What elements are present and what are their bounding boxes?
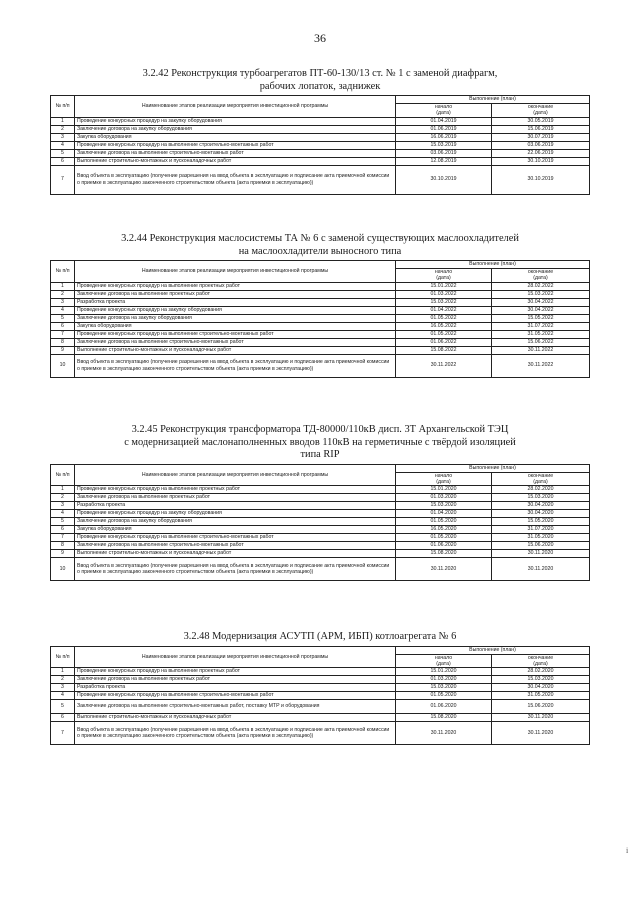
table-row [51, 133, 590, 141]
row-number: 9 [51, 346, 75, 354]
row-start-date: 15.08.2020 [396, 550, 492, 558]
header-start-date: начало (дата) [396, 269, 492, 283]
row-number: 2 [51, 290, 75, 298]
row-end-date: 15.05.2020 [492, 518, 590, 526]
row-number: 1 [51, 668, 75, 676]
row-end-date: 30.04.2022 [492, 306, 590, 314]
header-stage: Наименование этапов реализации мероприятия инвестиционной программы [75, 646, 396, 668]
row-stage: Проведение конкурсных процедур на выполнение строительно-монтажных работ [75, 692, 396, 700]
row-number: 7 [51, 165, 75, 194]
section-title-line: на маслоохладители выносного типа [238, 245, 402, 257]
header-start-date: начало (дата) [396, 472, 492, 486]
row-start-date: 01.05.2020 [396, 534, 492, 542]
table-row [51, 518, 590, 526]
row-stage: Закупка оборудования [75, 526, 396, 534]
row-end-date: 15.06.2020 [492, 542, 590, 550]
row-stage: Разработка проекта [75, 684, 396, 692]
row-stage: Проведение конкурсных процедур на выполнение проектных работ [75, 486, 396, 494]
row-start-date: 30.11.2022 [396, 354, 492, 377]
header-end-date: окончание (дата) [492, 269, 590, 283]
row-start-date: 01.04.2019 [396, 117, 492, 125]
row-stage: Заключение договора на выполнение строительно-монтажных работ, поставку МТР и оборудования [75, 700, 396, 714]
header-end-date: окончание (дата) [492, 654, 590, 668]
section-title [50, 631, 590, 644]
section-title-line: рабочих лопаток, заднижек [259, 80, 381, 92]
header-execution: Выполнение (план) [396, 96, 590, 104]
row-number: 7 [51, 534, 75, 542]
row-start-date: 01.03.2022 [396, 290, 492, 298]
table-row [51, 668, 590, 676]
row-start-date: 01.05.2020 [396, 692, 492, 700]
row-number: 2 [51, 125, 75, 133]
row-stage: Заключение договора на выполнение строительно-монтажных работ [75, 338, 396, 346]
row-stage: Выполнение строительно-монтажных и пусконаладочных работ [75, 714, 396, 722]
row-end-date: 31.05.2022 [492, 330, 590, 338]
row-end-date: 30.11.2022 [492, 354, 590, 377]
header-end-date: окончание (дата) [492, 472, 590, 486]
row-stage: Заключение договора на выполнение проектных работ [75, 676, 396, 684]
table-row [51, 290, 590, 298]
row-number: 4 [51, 306, 75, 314]
row-start-date: 01.05.2022 [396, 314, 492, 322]
row-start-date: 01.03.2020 [396, 494, 492, 502]
section-block [50, 68, 590, 195]
table-row [51, 494, 590, 502]
row-end-date: 30.04.2020 [492, 510, 590, 518]
header-end-date: окончание (дата) [492, 104, 590, 118]
row-stage: Закупка оборудования [75, 133, 396, 141]
row-number: 5 [51, 700, 75, 714]
section-title-line: 3.2.42 Реконструкция турбоагрегатов ПТ-60-130/13 ст. № 1 с заменой диафрагм, [142, 68, 498, 79]
row-number: 3 [51, 298, 75, 306]
row-end-date: 15.06.2022 [492, 338, 590, 346]
header-row [51, 261, 590, 269]
row-end-date: 15.06.2020 [492, 700, 590, 714]
row-stage: Проведение конкурсных процедур на выполнение строительно-монтажных работ [75, 330, 396, 338]
section-title [50, 424, 590, 462]
header-start-date: начало (дата) [396, 654, 492, 668]
row-start-date: 01.04.2022 [396, 306, 492, 314]
header-number: № п/п [51, 646, 75, 668]
row-start-date: 30.10.2019 [396, 165, 492, 194]
table-row [51, 700, 590, 714]
row-end-date: 15.05.2022 [492, 314, 590, 322]
row-number: 1 [51, 486, 75, 494]
schedule-table [50, 260, 590, 378]
schedule-table [50, 95, 590, 195]
section-title [50, 68, 590, 93]
row-end-date: 30.07.2019 [492, 133, 590, 141]
row-start-date: 03.06.2019 [396, 149, 492, 157]
row-end-date: 31.05.2020 [492, 692, 590, 700]
row-start-date: 16.06.2019 [396, 133, 492, 141]
row-number: 10 [51, 558, 75, 581]
table-row [51, 502, 590, 510]
row-stage: Заключение договора на выполнение строительно-монтажных работ [75, 149, 396, 157]
row-end-date: 28.02.2022 [492, 282, 590, 290]
row-number: 9 [51, 550, 75, 558]
section-title-line: 3.2.44 Реконструкция маслосистемы ТА № 6 с заменой существующих маслоохладителей [121, 233, 519, 244]
row-number: 5 [51, 149, 75, 157]
row-stage: Ввод объекта в эксплуатацию (получение разрешения на ввод объекта в эксплуатацию и подписание акта приемочной комиссии о приемке в эксплуатацию законченного строительством объекта (акта приемки в эксплуатацию)) [75, 354, 396, 377]
row-stage: Ввод объекта в эксплуатацию (получение разрешения на ввод объекта в эксплуатацию и подписание акта приемочной комиссии о приемке в эксплуатацию законченного строительством объекта (акта приемки в эксплуатацию)) [75, 558, 396, 581]
row-number: 6 [51, 714, 75, 722]
row-stage: Разработка проекта [75, 298, 396, 306]
row-number: 2 [51, 494, 75, 502]
row-start-date: 01.04.2020 [396, 510, 492, 518]
row-end-date: 30.11.2020 [492, 550, 590, 558]
header-execution: Выполнение (план) [396, 261, 590, 269]
row-number: 2 [51, 676, 75, 684]
table-row [51, 338, 590, 346]
row-end-date: 30.11.2020 [492, 558, 590, 581]
row-number: 4 [51, 141, 75, 149]
header-number: № п/п [51, 96, 75, 118]
row-stage: Выполнение строительно-монтажных и пусконаладочных работ [75, 346, 396, 354]
table-row [51, 692, 590, 700]
header-row [51, 464, 590, 472]
row-start-date: 15.03.2020 [396, 684, 492, 692]
row-end-date: 28.02.2020 [492, 668, 590, 676]
row-number: 6 [51, 157, 75, 165]
table-row [51, 298, 590, 306]
row-start-date: 15.08.2022 [396, 346, 492, 354]
row-start-date: 15.01.2020 [396, 668, 492, 676]
table-row [51, 314, 590, 322]
row-number: 6 [51, 322, 75, 330]
margin-mark: i [626, 846, 629, 855]
row-stage: Заключение договора на выполнение строительно-монтажных работ [75, 542, 396, 550]
row-end-date: 30.04.2020 [492, 502, 590, 510]
row-number: 4 [51, 692, 75, 700]
row-stage: Выполнение строительно-монтажных и пусконаладочных работ [75, 550, 396, 558]
table-row [51, 306, 590, 314]
row-number: 1 [51, 282, 75, 290]
row-number: 6 [51, 526, 75, 534]
table-row [51, 282, 590, 290]
row-start-date: 01.06.2020 [396, 542, 492, 550]
table-row [51, 117, 590, 125]
row-start-date: 16.05.2020 [396, 526, 492, 534]
row-number: 8 [51, 338, 75, 346]
row-end-date: 30.05.2019 [492, 117, 590, 125]
row-end-date: 30.11.2020 [492, 722, 590, 745]
row-start-date: 15.03.2019 [396, 141, 492, 149]
row-stage: Заключение договора на выполнение проектных работ [75, 494, 396, 502]
row-end-date: 30.10.2019 [492, 165, 590, 194]
row-end-date: 22.06.2019 [492, 149, 590, 157]
table-row [51, 714, 590, 722]
row-number: 5 [51, 518, 75, 526]
row-stage: Заключение договора на закупку оборудования [75, 518, 396, 526]
row-number: 7 [51, 722, 75, 745]
table-row [51, 346, 590, 354]
row-start-date: 15.03.2020 [396, 502, 492, 510]
table-row [51, 330, 590, 338]
row-start-date: 01.03.2020 [396, 676, 492, 684]
table-row [51, 542, 590, 550]
table-row [51, 125, 590, 133]
row-start-date: 01.06.2020 [396, 700, 492, 714]
row-end-date: 30.10.2019 [492, 157, 590, 165]
row-end-date: 31.07.2022 [492, 322, 590, 330]
header-number: № п/п [51, 464, 75, 486]
row-stage: Проведение конкурсных процедур на закупку оборудования [75, 306, 396, 314]
table-row [51, 354, 590, 377]
row-stage: Проведение конкурсных процедур на выполнение строительно-монтажных работ [75, 141, 396, 149]
row-end-date: 30.04.2020 [492, 684, 590, 692]
table-row [51, 141, 590, 149]
row-stage: Выполнение строительно-монтажных и пусконаладочных работ [75, 157, 396, 165]
row-stage: Проведение конкурсных процедур на закупку оборудования [75, 117, 396, 125]
table-row [51, 684, 590, 692]
row-number: 1 [51, 117, 75, 125]
row-end-date: 30.04.2022 [492, 298, 590, 306]
row-stage: Проведение конкурсных процедур на выполнение строительно-монтажных работ [75, 534, 396, 542]
row-number: 7 [51, 330, 75, 338]
table-row [51, 558, 590, 581]
row-end-date: 15.06.2019 [492, 125, 590, 133]
row-end-date: 28.02.2020 [492, 486, 590, 494]
section-block [50, 233, 590, 378]
table-row [51, 676, 590, 684]
row-stage: Ввод объекта в эксплуатацию (получение разрешения на ввод объекта в эксплуатацию и подписание акта приемочной комиссии о приемке в эксплуатацию законченного строительством объекта (акта приемки в эксплуатацию)) [75, 722, 396, 745]
row-start-date: 15.01.2020 [396, 486, 492, 494]
row-start-date: 01.05.2022 [396, 330, 492, 338]
header-stage: Наименование этапов реализации мероприятия инвестиционной программы [75, 96, 396, 118]
schedule-table [50, 646, 590, 746]
row-end-date: 30.11.2020 [492, 714, 590, 722]
row-end-date: 03.06.2019 [492, 141, 590, 149]
table-row [51, 165, 590, 194]
row-number: 3 [51, 684, 75, 692]
section-block [50, 424, 590, 581]
row-end-date: 15.03.2020 [492, 676, 590, 684]
row-number: 8 [51, 542, 75, 550]
section-title-line: с модернизацией маслонаполненных вводов 110кВ на герметичные с твёрдой изоляцией [124, 436, 516, 448]
header-row [51, 646, 590, 654]
row-stage: Закупка оборудования [75, 322, 396, 330]
row-stage: Проведение конкурсных процедур на выполнение проектных работ [75, 282, 396, 290]
row-stage: Проведение конкурсных процедур на выполнение проектных работ [75, 668, 396, 676]
row-start-date: 01.05.2020 [396, 518, 492, 526]
row-stage: Заключение договора на закупку оборудования [75, 314, 396, 322]
row-end-date: 30.11.2022 [492, 346, 590, 354]
row-end-date: 31.05.2020 [492, 534, 590, 542]
row-start-date: 15.08.2020 [396, 714, 492, 722]
header-start-date: начало (дата) [396, 104, 492, 118]
table-row [51, 534, 590, 542]
row-stage: Разработка проекта [75, 502, 396, 510]
row-end-date: 15.03.2020 [492, 494, 590, 502]
row-start-date: 30.11.2020 [396, 558, 492, 581]
row-start-date: 15.03.2022 [396, 298, 492, 306]
header-execution: Выполнение (план) [396, 464, 590, 472]
section-title-line: 3.2.45 Реконструкция трансформатора ТД-80000/110кВ дисп. 3Т Архангельской ТЭЦ [131, 424, 509, 435]
row-end-date: 15.03.2022 [492, 290, 590, 298]
table-row [51, 157, 590, 165]
row-start-date: 12.08.2019 [396, 157, 492, 165]
row-stage: Проведение конкурсных процедур на закупку оборудования [75, 510, 396, 518]
row-start-date: 01.06.2019 [396, 125, 492, 133]
row-number: 5 [51, 314, 75, 322]
table-row [51, 322, 590, 330]
table-row [51, 722, 590, 745]
table-row [51, 149, 590, 157]
row-start-date: 16.05.2022 [396, 322, 492, 330]
section-title-line: типа RIP [300, 449, 340, 460]
row-number: 4 [51, 510, 75, 518]
header-execution: Выполнение (план) [396, 646, 590, 654]
row-stage: Заключение договора на выполнение проектных работ [75, 290, 396, 298]
row-start-date: 15.01.2022 [396, 282, 492, 290]
table-row [51, 510, 590, 518]
section-title [50, 233, 590, 258]
page-number: 36 [314, 31, 326, 45]
header-stage: Наименование этапов реализации мероприятия инвестиционной программы [75, 261, 396, 283]
header-row [51, 96, 590, 104]
table-row [51, 550, 590, 558]
row-end-date: 31.07.2020 [492, 526, 590, 534]
row-number: 10 [51, 354, 75, 377]
row-number: 3 [51, 502, 75, 510]
schedule-table [50, 464, 590, 582]
section-block [50, 631, 590, 745]
row-start-date: 30.11.2020 [396, 722, 492, 745]
section-title-line: 3.2.48 Модернизация АСУТП (АРМ, ИБП) котлоагрегата № 6 [183, 631, 457, 642]
table-row [51, 526, 590, 534]
row-stage: Ввод объекта в эксплуатацию (получение разрешения на ввод объекта в эксплуатацию и подписание акта приемочной комиссии о приемке в эксплуатацию законченного строительством объекта (акта приемки в эксплуатацию)) [75, 165, 396, 194]
table-row [51, 486, 590, 494]
row-start-date: 01.06.2022 [396, 338, 492, 346]
header-stage: Наименование этапов реализации мероприятия инвестиционной программы [75, 464, 396, 486]
row-number: 3 [51, 133, 75, 141]
header-number: № п/п [51, 261, 75, 283]
row-stage: Заключение договора на закупку оборудования [75, 125, 396, 133]
